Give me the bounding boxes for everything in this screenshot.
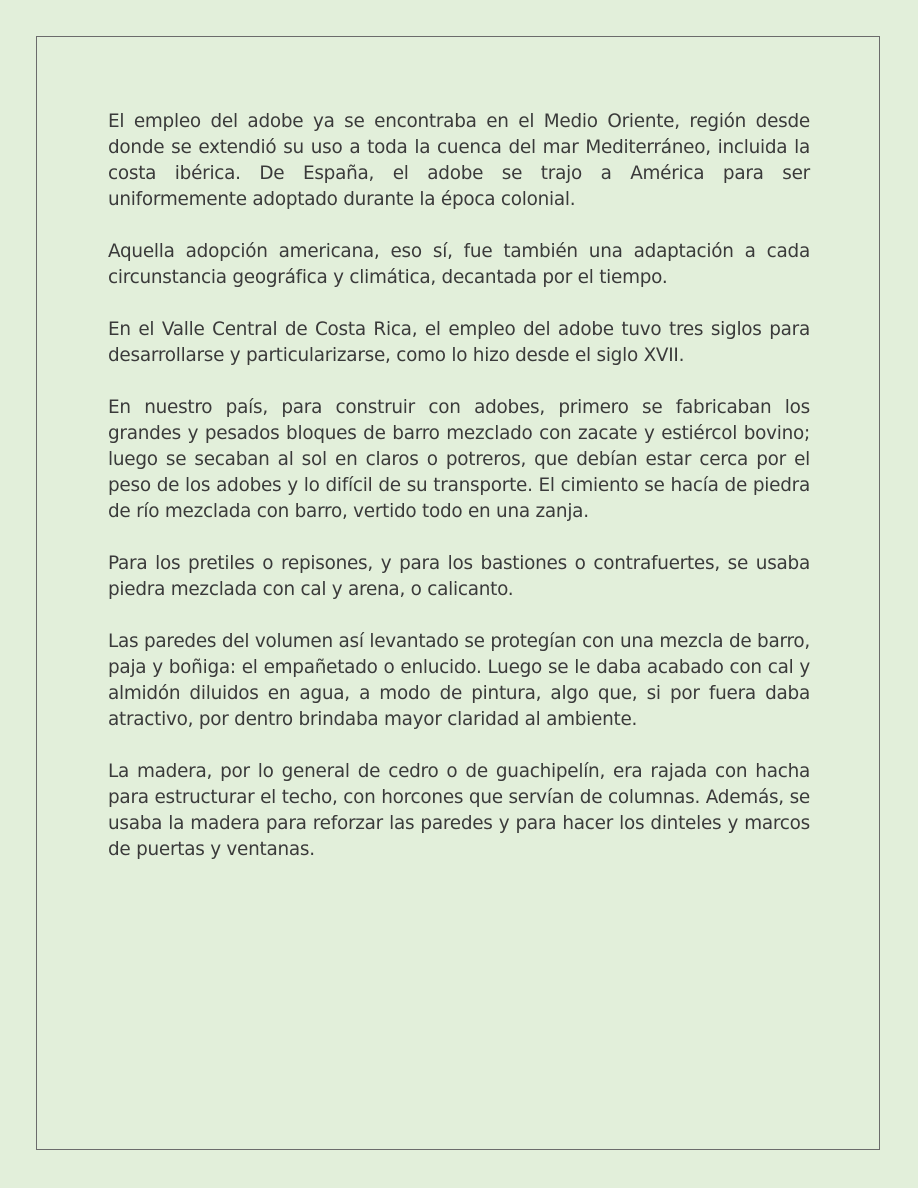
paragraph-adobe-origin: El empleo del adobe ya se encontraba en el Medio Oriente, región desde donde se extendió su uso a toda la cuenca del mar Mediterráneo, incluida la costa ibérica. De España, el adobe se trajo a América para ser uniformemente adoptado durante la época colonial. <box>108 111 810 210</box>
paragraph-construction-process: En nuestro país, para construir con adobes, primero se fabricaban los grandes y pesados bloques de barro mezclado con zacate y estiércol bovino; luego se secaban al sol en claros o potreros, que debían estar cerca por el peso de los adobes y lo difícil de su transporte. El cimiento se hacía de piedra de río mezclada con barro, vertido todo en una zanja. <box>108 397 810 522</box>
paragraph-central-valley: En el Valle Central de Costa Rica, el empleo del adobe tuvo tres siglos para desarrollarse y particularizarse, como lo hizo desde el siglo XVII. <box>108 319 810 366</box>
paragraph-american-adaptation: Aquella adopción americana, eso sí, fue también una adaptación a cada circunstancia geográfica y climática, decantada por el tiempo. <box>108 241 810 288</box>
paragraph-wood-use: La madera, por lo general de cedro o de guachipelín, era rajada con hacha para estructurar el techo, con horcones que servían de columnas. Además, se usaba la madera para reforzar las paredes y para hacer los dinteles y marcos de puertas y ventanas. <box>108 761 810 860</box>
document-body <box>108 109 810 889</box>
paragraph-calicanto: Para los pretiles o repisones, y para los bastiones o contrafuertes, se usaba piedra mezclada con cal y arena, o calicanto. <box>108 553 810 600</box>
paragraph-walls-finish: Las paredes del volumen así levantado se protegían con una mezcla de barro, paja y boñiga: el empañetado o enlucido. Luego se le daba acabado con cal y almidón diluidos en agua, a modo de pintura, algo que, si por fuera daba atractivo, por dentro brindaba mayor claridad al ambiente. <box>108 631 810 730</box>
